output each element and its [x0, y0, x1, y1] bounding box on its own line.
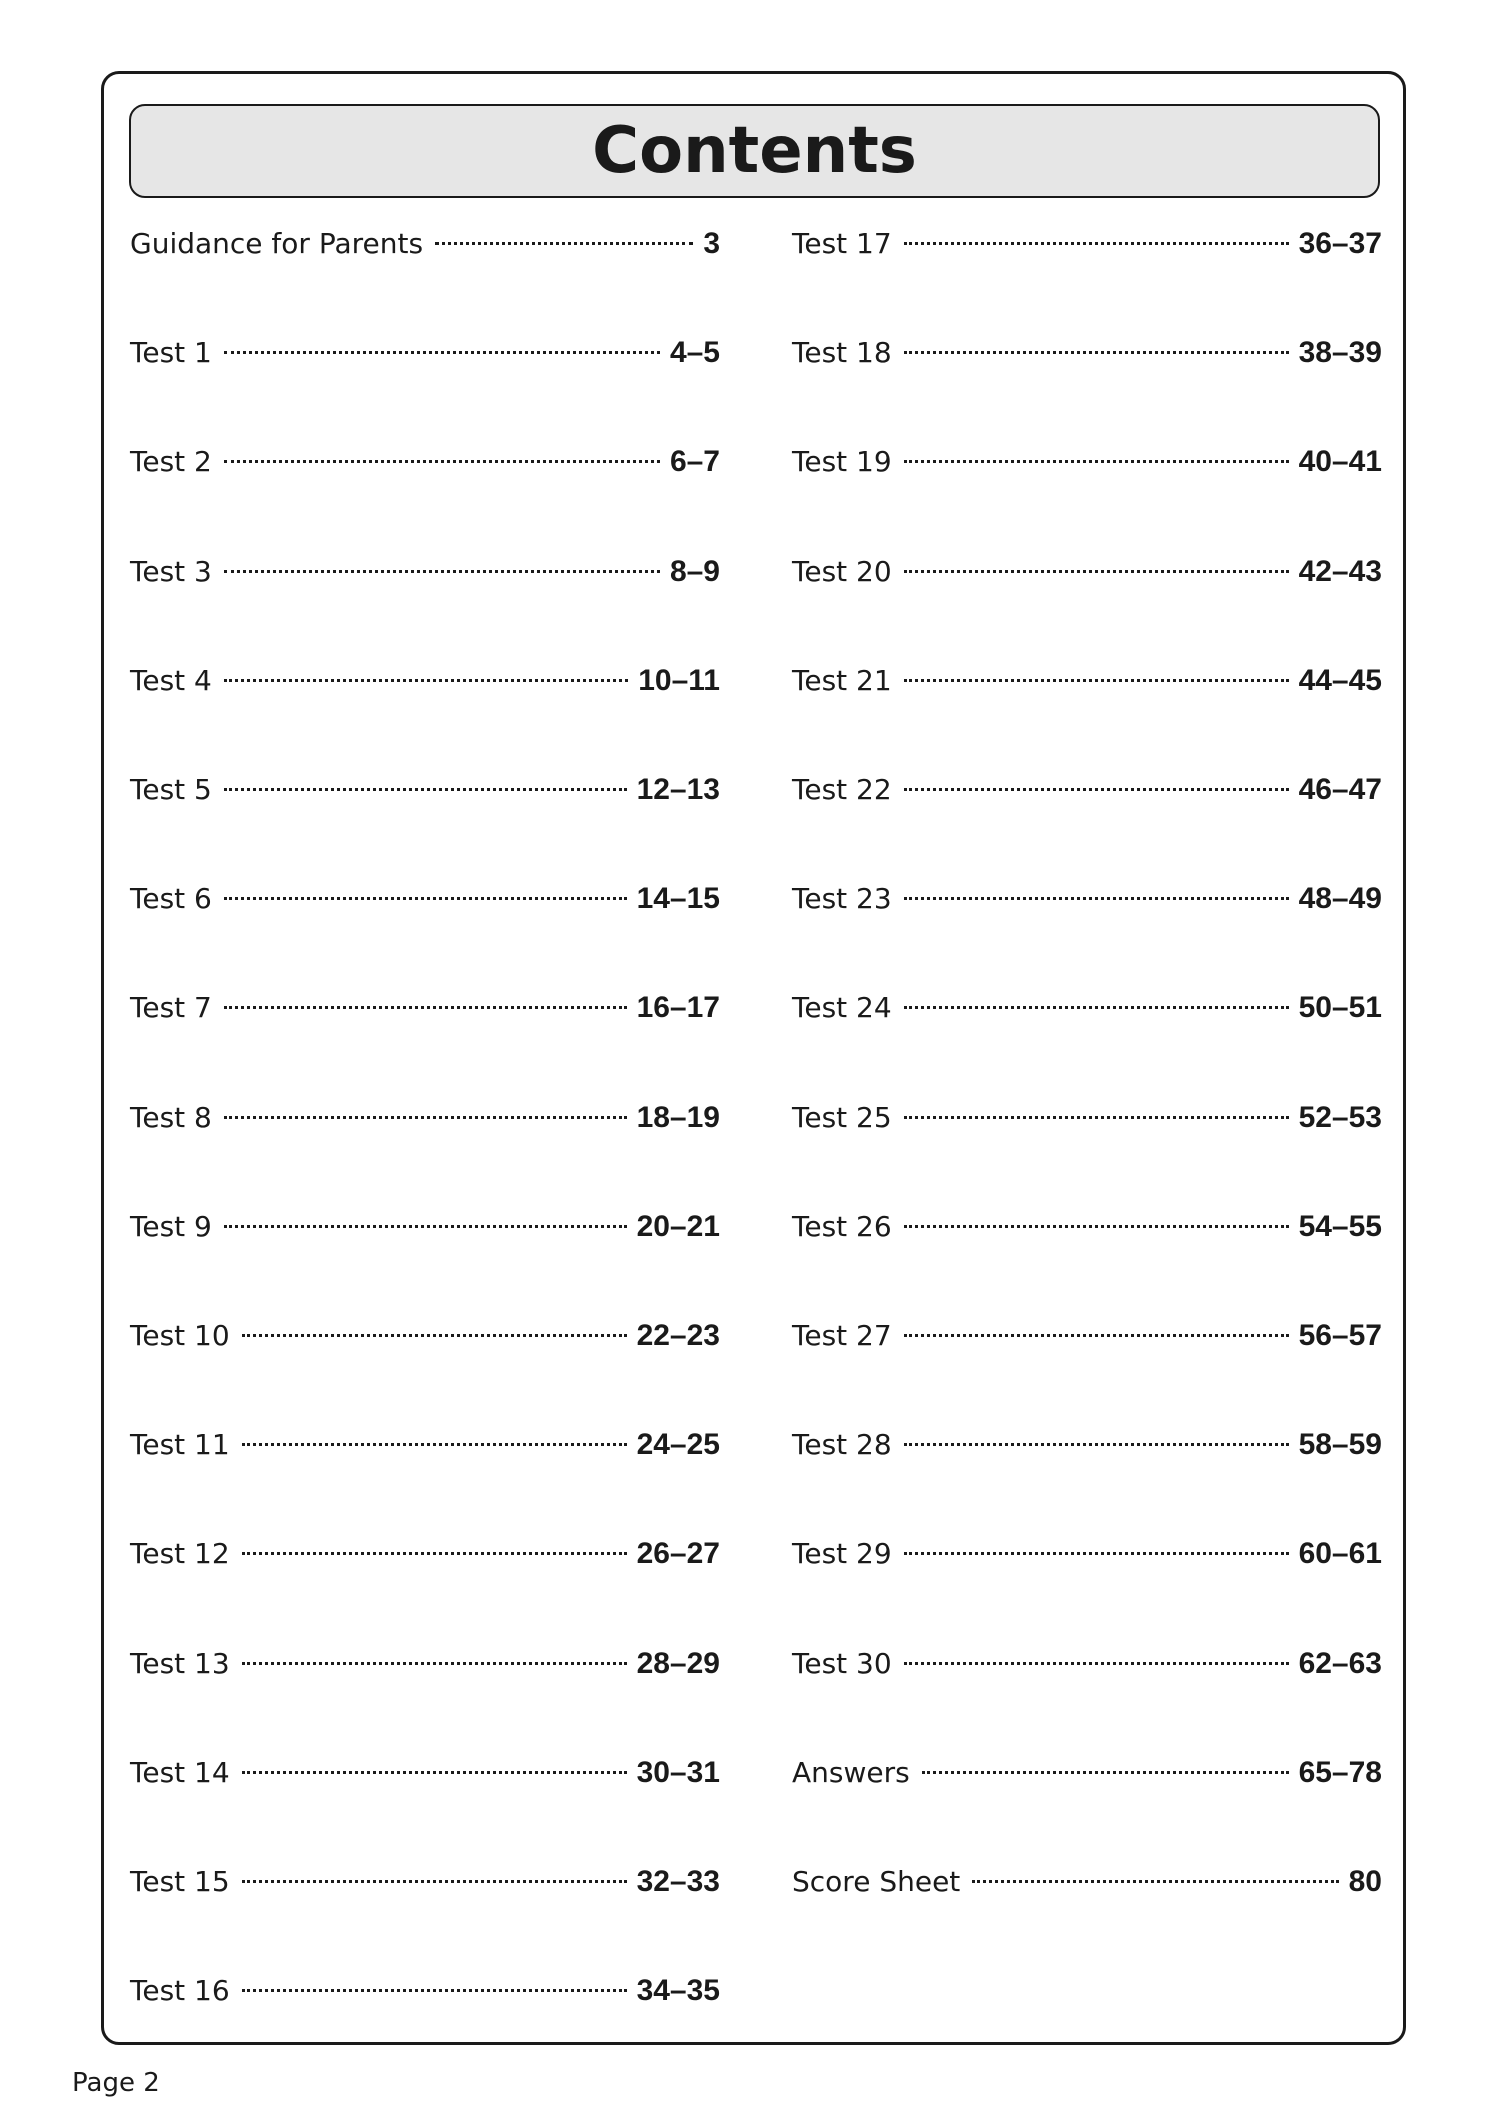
contents-entry	[792, 1644, 1382, 1684]
dot-leader	[242, 1443, 627, 1446]
entry-pages: 8–9	[669, 554, 720, 588]
contents-entry	[130, 988, 720, 1028]
entry-label: Answers	[792, 1755, 910, 1789]
dot-leader	[972, 1880, 1338, 1883]
entry-label: Test 28	[792, 1428, 892, 1462]
entry-label: Test 1	[130, 336, 212, 370]
contents-entry	[792, 988, 1382, 1028]
contents-entry	[792, 1316, 1382, 1356]
entry-pages: 48–49	[1298, 882, 1382, 916]
entry-pages: 24–25	[636, 1428, 720, 1462]
entry-pages: 38–39	[1298, 336, 1382, 370]
dot-leader	[242, 1880, 627, 1883]
contents-entry	[130, 879, 720, 919]
entry-pages: 62–63	[1298, 1646, 1382, 1680]
dot-leader	[224, 679, 628, 682]
dot-leader	[242, 1662, 627, 1665]
entry-label: Test 17	[792, 227, 892, 260]
contents-entry	[792, 333, 1382, 373]
entry-label: Test 22	[792, 773, 892, 806]
dot-leader	[904, 1225, 1289, 1228]
dot-leader	[904, 1443, 1289, 1446]
entry-pages: 60–61	[1298, 1537, 1382, 1571]
contents-entry	[792, 552, 1382, 592]
entry-label: Test 30	[792, 1646, 892, 1680]
entry-pages: 44–45	[1298, 663, 1382, 697]
dot-leader	[904, 897, 1289, 900]
contents-entry	[792, 879, 1382, 919]
entry-pages: 52–53	[1298, 1100, 1382, 1134]
contents-entry	[130, 442, 720, 482]
dot-leader	[904, 1334, 1289, 1337]
contents-entry	[130, 1534, 720, 1574]
entry-pages: 54–55	[1298, 1209, 1382, 1243]
entry-label: Score Sheet	[792, 1865, 961, 1898]
entry-pages: 46–47	[1298, 773, 1382, 806]
contents-entry	[792, 1534, 1382, 1574]
contents-entry	[792, 1207, 1382, 1247]
contents-entry	[792, 1425, 1382, 1465]
entry-pages: 30–31	[636, 1755, 720, 1789]
dot-leader	[224, 460, 660, 463]
dot-leader	[904, 460, 1289, 463]
entry-label: Test 13	[130, 1646, 230, 1680]
contents-entry	[792, 770, 1382, 810]
entry-label: Guidance for Parents	[130, 227, 424, 260]
entry-pages: 16–17	[636, 991, 720, 1025]
entry-pages: 36–37	[1298, 227, 1382, 260]
title-banner	[129, 104, 1380, 198]
entry-label: Test 23	[792, 882, 892, 916]
entry-label: Test 16	[130, 1974, 230, 2008]
entry-pages: 34–35	[636, 1974, 720, 2008]
contents-entry	[130, 1207, 720, 1247]
entry-pages: 40–41	[1298, 445, 1382, 479]
dot-leader	[224, 1225, 627, 1228]
contents-entry	[792, 1862, 1382, 1902]
dot-leader	[242, 1771, 627, 1774]
dot-leader	[224, 351, 660, 354]
contents-entry	[130, 661, 720, 701]
contents-entry	[130, 224, 720, 264]
dot-leader	[242, 1552, 627, 1555]
entry-label: Test 3	[130, 554, 212, 588]
dot-leader	[904, 242, 1289, 245]
entry-pages: 65–78	[1298, 1755, 1382, 1789]
contents-entry	[792, 661, 1382, 701]
dot-leader	[904, 1662, 1289, 1665]
entry-label: Test 25	[792, 1100, 892, 1134]
entry-label: Test 20	[792, 554, 892, 588]
dot-leader	[904, 1116, 1289, 1119]
entry-label: Test 2	[130, 445, 212, 479]
contents-entry	[130, 770, 720, 810]
contents-entry	[130, 1098, 720, 1138]
entry-label: Test 29	[792, 1537, 892, 1571]
contents-entry	[130, 1971, 720, 2011]
entry-pages: 28–29	[636, 1646, 720, 1680]
contents-entry	[130, 333, 720, 373]
dot-leader	[904, 788, 1289, 791]
entry-label: Test 14	[130, 1755, 230, 1789]
entry-pages: 26–27	[636, 1537, 720, 1571]
dot-leader	[224, 1116, 627, 1119]
dot-leader	[224, 897, 627, 900]
entry-pages: 4–5	[669, 336, 720, 370]
entry-label: Test 10	[130, 1319, 230, 1352]
entry-label: Test 8	[130, 1100, 212, 1134]
entry-pages: 80	[1348, 1865, 1382, 1898]
dot-leader	[224, 788, 627, 791]
contents-entry	[792, 1753, 1382, 1793]
entry-label: Test 6	[130, 882, 212, 916]
entry-label: Test 27	[792, 1319, 892, 1352]
dot-leader	[904, 679, 1289, 682]
entry-pages: 22–23	[636, 1319, 720, 1352]
dot-leader	[904, 1006, 1289, 1009]
entry-pages: 14–15	[636, 882, 720, 916]
entry-pages: 12–13	[636, 773, 720, 806]
entry-label: Test 7	[130, 991, 212, 1025]
dot-leader	[904, 351, 1289, 354]
entry-pages: 58–59	[1298, 1428, 1382, 1462]
entry-label: Test 9	[130, 1209, 212, 1243]
entry-label: Test 4	[130, 663, 212, 697]
entry-pages: 32–33	[636, 1865, 720, 1898]
dot-leader	[242, 1334, 627, 1337]
contents-entry	[130, 552, 720, 592]
dot-leader	[224, 570, 660, 573]
contents-entry	[130, 1753, 720, 1793]
dot-leader	[904, 1552, 1289, 1555]
entry-pages: 6–7	[669, 445, 720, 479]
entry-pages: 18–19	[636, 1100, 720, 1134]
dot-leader	[242, 1989, 627, 1992]
dot-leader	[224, 1006, 627, 1009]
contents-entry	[792, 224, 1382, 264]
entry-label: Test 12	[130, 1537, 230, 1571]
entry-label: Test 19	[792, 445, 892, 479]
entry-label: Test 26	[792, 1209, 892, 1243]
page-number: Page 2	[72, 2068, 160, 2098]
contents-entry	[130, 1644, 720, 1684]
dot-leader	[922, 1771, 1289, 1774]
entry-pages: 20–21	[636, 1209, 720, 1243]
entry-label: Test 24	[792, 991, 892, 1025]
dot-leader	[435, 242, 693, 245]
contents-entry	[792, 442, 1382, 482]
entry-label: Test 21	[792, 663, 892, 697]
dot-leader	[904, 570, 1289, 573]
entry-label: Test 15	[130, 1865, 230, 1898]
entry-label: Test 18	[792, 336, 892, 370]
entry-pages: 10–11	[638, 663, 720, 697]
contents-entry	[792, 1098, 1382, 1138]
entry-label: Test 5	[130, 773, 212, 806]
entry-pages: 3	[703, 227, 720, 260]
page-title: Contents	[592, 114, 917, 188]
contents-entry	[130, 1862, 720, 1902]
entry-pages: 42–43	[1298, 554, 1382, 588]
entry-pages: 50–51	[1298, 991, 1382, 1025]
contents-entry	[130, 1425, 720, 1465]
entry-pages: 56–57	[1298, 1319, 1382, 1352]
entry-label: Test 11	[130, 1428, 230, 1462]
contents-entry	[130, 1316, 720, 1356]
